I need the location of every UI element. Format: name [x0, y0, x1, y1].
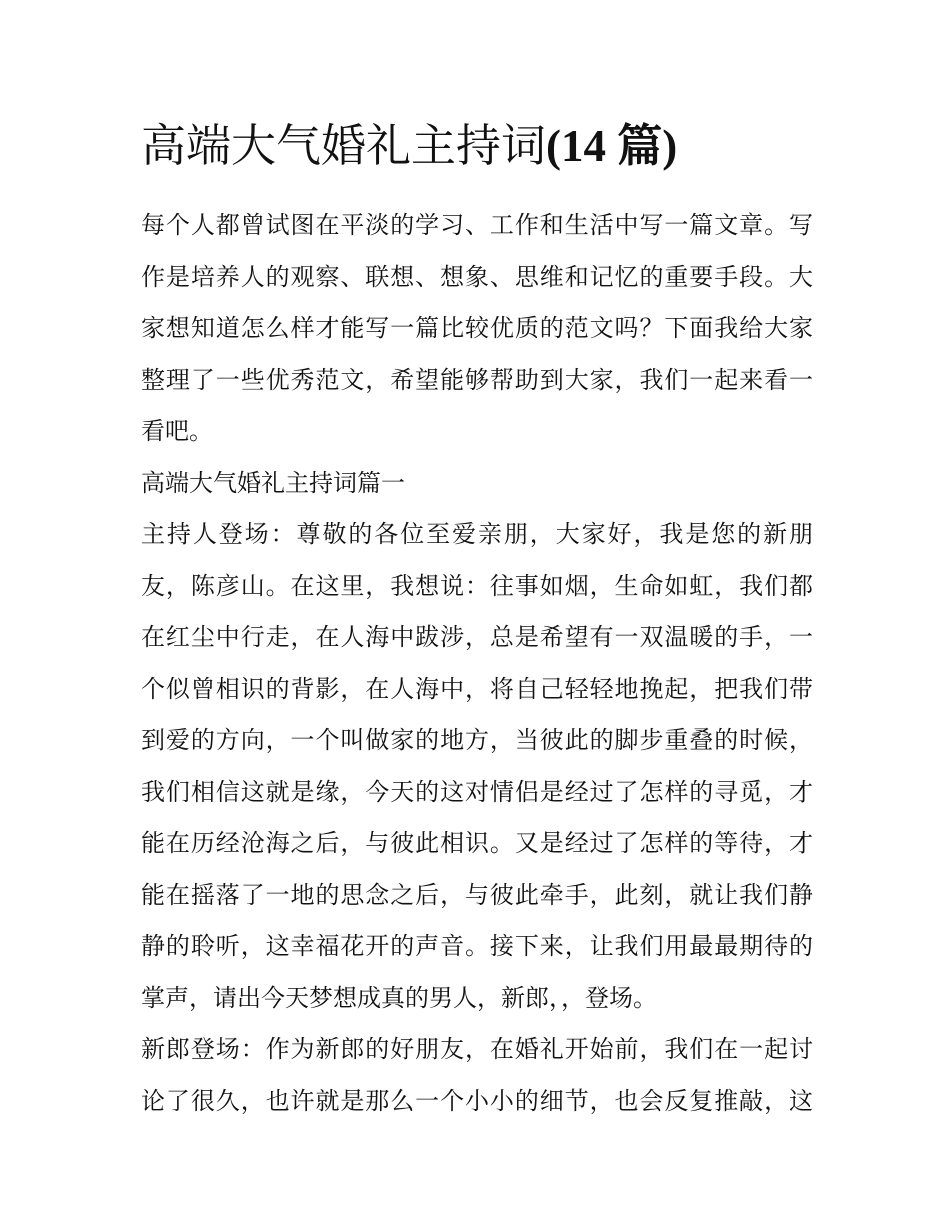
- groom-line: 新郎登场：作为新郎的好朋友，在婚礼开始前，我们在一起讨: [141, 1035, 813, 1063]
- groom-line: 论了很久，也许就是那么一个小小的细节，也会反复推敲，这: [141, 1086, 813, 1115]
- host-line: 静的聆听，这幸福花开的声音。接下来，让我们用最最期待的: [141, 932, 813, 960]
- intro-line: 作是培养人的观察、联想、想象、思维和记忆的重要手段。大: [141, 262, 813, 291]
- host-line: 到爱的方向，一个叫做家的地方，当彼此的脚步重叠的时候，: [141, 726, 813, 754]
- intro-paragraph: [141, 200, 813, 458]
- host-line: 主持人登场：尊敬的各位至爱亲朋，大家好，我是您的新朋: [141, 520, 813, 548]
- host-paragraph: [141, 509, 813, 1024]
- host-line: 我们相信这就是缘，今天的这对情侣是经过了怎样的寻觅，才: [141, 777, 813, 806]
- title-text: 高端大气婚礼主持词: [141, 119, 547, 172]
- intro-line: 家想知道怎么样才能写一篇比较优质的范文吗？下面我给大家: [141, 314, 813, 342]
- document-title: [141, 116, 821, 176]
- host-line: 能在摇落了一地的思念之后，与彼此牵手，此刻，就让我们静: [141, 880, 813, 909]
- host-line: 能在历经沧海之后，与彼此相识。又是经过了怎样的等待，才: [141, 829, 813, 857]
- groom-paragraph: [141, 1024, 813, 1127]
- intro-line: 看吧。: [141, 417, 213, 445]
- intro-line: 每个人都曾试图在平淡的学习、工作和生活中写一篇文章。写: [141, 211, 813, 239]
- host-line: 掌声，请出今天梦想成真的男人，新郎，，登场。: [141, 983, 657, 1012]
- section-heading: 高端大气婚礼主持词篇一: [141, 468, 405, 497]
- host-line: 友，陈彦山。在这里，我想说：往事如烟，生命如虹，我们都: [141, 571, 813, 600]
- document-body: [141, 200, 813, 1127]
- intro-line: 整理了一些优秀范文，希望能够帮助到大家，我们一起来看一: [141, 365, 813, 394]
- host-line: 个似曾相识的背影，在人海中，将自己轻轻地挽起，把我们带: [141, 674, 813, 703]
- host-line: 在红尘中行走，在人海中跋涉，总是希望有一双温暖的手，一: [141, 623, 813, 651]
- title-count: (14 篇): [546, 121, 678, 171]
- section-heading-paragraph: [141, 458, 813, 510]
